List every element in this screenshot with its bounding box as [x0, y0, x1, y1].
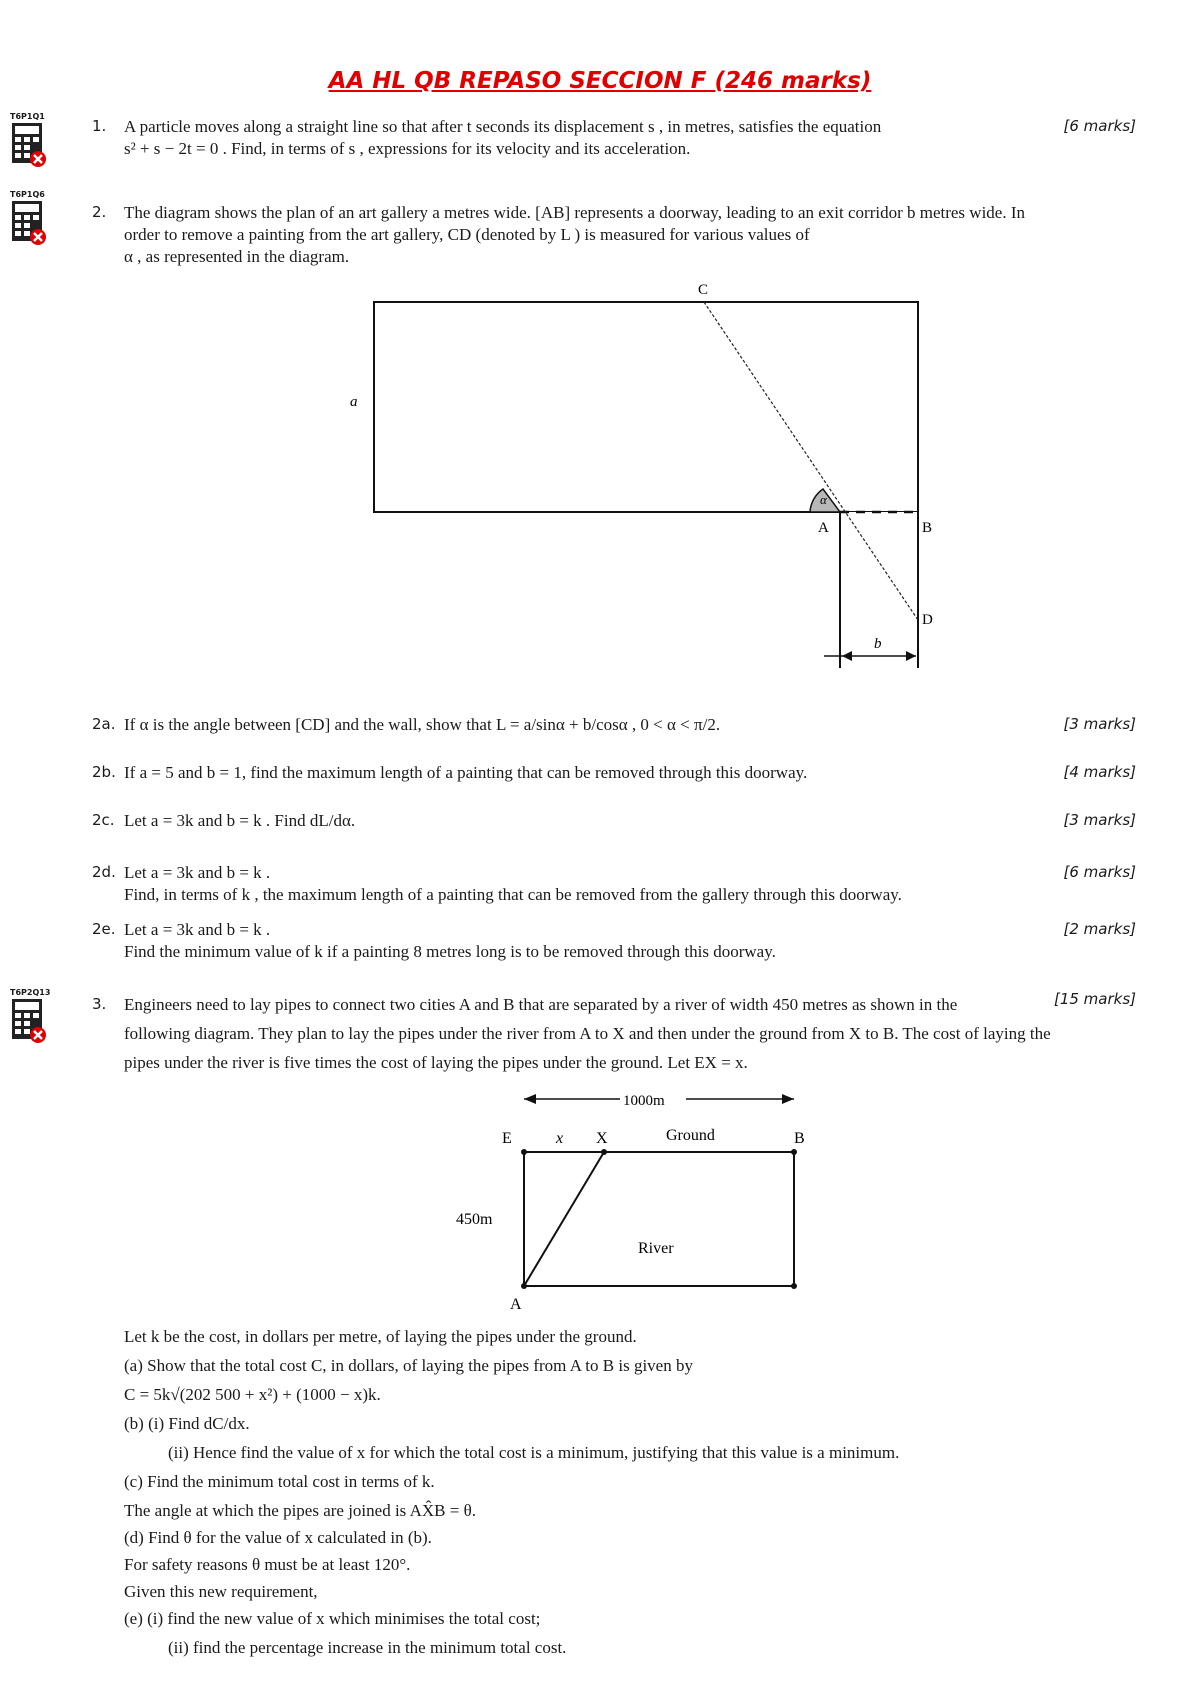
question-text: following diagram. They plan to lay the pipes under the river from A to X and then under the ground from X to B. The cost of laying the — [124, 1024, 1051, 1043]
question-text: A particle moves along a straight line so that after t seconds its displacement s , in metres, satisfies the equation — [124, 117, 882, 136]
river-diagram — [440, 1085, 820, 1315]
point-x-label: X — [596, 1130, 608, 1147]
point-b-label: B — [794, 1130, 805, 1147]
ground-label: Ground — [666, 1127, 715, 1144]
depth-450m-label: 450m — [456, 1211, 493, 1228]
question-tag: T6P1Q6 — [10, 190, 45, 199]
point-b-label: B — [922, 520, 933, 536]
point-c-label: C — [698, 282, 709, 298]
part-text: Let a = 3k and b = k . Find dL/dα. — [124, 811, 356, 830]
question-text: Engineers need to lay pipes to connect two cities A and B that are separated by a river of width 450 metres as shown in the — [124, 995, 958, 1014]
width-1000m-label: 1000m — [623, 1093, 665, 1109]
part-text: Let a = 3k and b = k . — [124, 863, 271, 882]
marks-label: [6 marks] — [1063, 863, 1136, 881]
question-line: Let k be the cost, in dollars per metre, of laying the pipes under the ground. — [124, 1327, 637, 1346]
part-label: 2d. — [92, 863, 116, 881]
question-text: order to remove a painting from the art gallery, CD (denoted by L ) is measured for various values of — [124, 225, 810, 244]
no-calculator-icon — [10, 112, 46, 174]
question-text: α , as represented in the diagram. — [124, 247, 350, 266]
river-label: River — [638, 1240, 674, 1257]
calculator-crossed-icon — [10, 997, 46, 1045]
marks-label: [2 marks] — [1063, 920, 1136, 938]
marks-label: [3 marks] — [1063, 811, 1136, 829]
part-label: 2a. — [92, 715, 116, 733]
question-line: For safety reasons θ must be at least 120°. — [124, 1555, 411, 1574]
gallery-diagram — [340, 278, 940, 678]
point-d-label: D — [922, 612, 933, 628]
question-line: (b) (i) Find dC/dx. — [124, 1414, 250, 1433]
question-number: 2. — [92, 203, 107, 221]
question-number: 3. — [92, 995, 107, 1013]
marks-label: [15 marks] — [1053, 990, 1136, 1008]
x-distance-label: x — [556, 1130, 564, 1147]
question-line: (a) Show that the total cost C, in dollars, of laying the pipes from A to B is given by — [124, 1356, 693, 1375]
question-text: pipes under the river is five times the cost of laying the pipes under the ground. Let EX = x. — [124, 1053, 748, 1072]
point-a-label: A — [510, 1296, 522, 1313]
point-e-label: E — [502, 1130, 512, 1147]
question-line: (c) Find the minimum total cost in terms of k. — [124, 1472, 435, 1491]
width-a-label: a — [350, 394, 358, 410]
question-line: C = 5k√(202 500 + x²) + (1000 − x)k. — [124, 1385, 381, 1404]
width-b-label: b — [874, 636, 882, 652]
no-calculator-icon — [10, 988, 50, 1050]
question-line: The angle at which the pipes are joined is AX̂B = θ. — [124, 1501, 476, 1520]
calculator-crossed-icon — [10, 199, 46, 247]
point-a-label: A — [818, 520, 829, 536]
question-line: (e) (i) find the new value of x which minimises the total cost; — [124, 1609, 541, 1628]
question-line: (ii) Hence find the value of x for which the total cost is a minimum, justifying that this value is a minimum. — [168, 1443, 900, 1462]
question-number: 1. — [92, 117, 107, 135]
question-tag: T6P1Q1 — [10, 112, 45, 121]
page-title: AA HL QB REPASO SECCION F (246 marks) — [328, 68, 872, 94]
part-text: Find, in terms of k , the maximum length of a painting that can be removed from the gallery through this doorway. — [124, 885, 902, 904]
part-text: If a = 5 and b = 1, find the maximum length of a painting that can be removed through this doorway. — [124, 763, 808, 782]
marks-label: [6 marks] — [1063, 117, 1136, 135]
marks-label: [3 marks] — [1063, 715, 1136, 733]
part-text: Find the minimum value of k if a painting 8 metres long is to be removed through this doorway. — [124, 942, 776, 961]
question-text: s² + s − 2t = 0 . Find, in terms of s , expressions for its velocity and its acceleration. — [124, 139, 691, 158]
question-line: (ii) find the percentage increase in the minimum total cost. — [168, 1638, 567, 1657]
part-label: 2e. — [92, 920, 116, 938]
marks-label: [4 marks] — [1063, 763, 1136, 781]
part-text: If α is the angle between [CD] and the wall, show that L = a/sinα + b/cosα , 0 < α < π/2. — [124, 715, 721, 734]
part-label: 2b. — [92, 763, 116, 781]
question-line: Given this new requirement, — [124, 1582, 318, 1601]
angle-alpha-label: α — [820, 492, 827, 507]
question-text: The diagram shows the plan of an art gallery a metres wide. [AB] represents a doorway, leading to an exit corridor b metres wide. In — [124, 203, 1026, 222]
question-line: (d) Find θ for the value of x calculated in (b). — [124, 1528, 432, 1547]
part-label: 2c. — [92, 811, 115, 829]
no-calculator-icon — [10, 190, 46, 252]
part-text: Let a = 3k and b = k . — [124, 920, 271, 939]
calculator-crossed-icon — [10, 121, 46, 169]
question-tag: T6P2Q13 — [10, 988, 51, 997]
